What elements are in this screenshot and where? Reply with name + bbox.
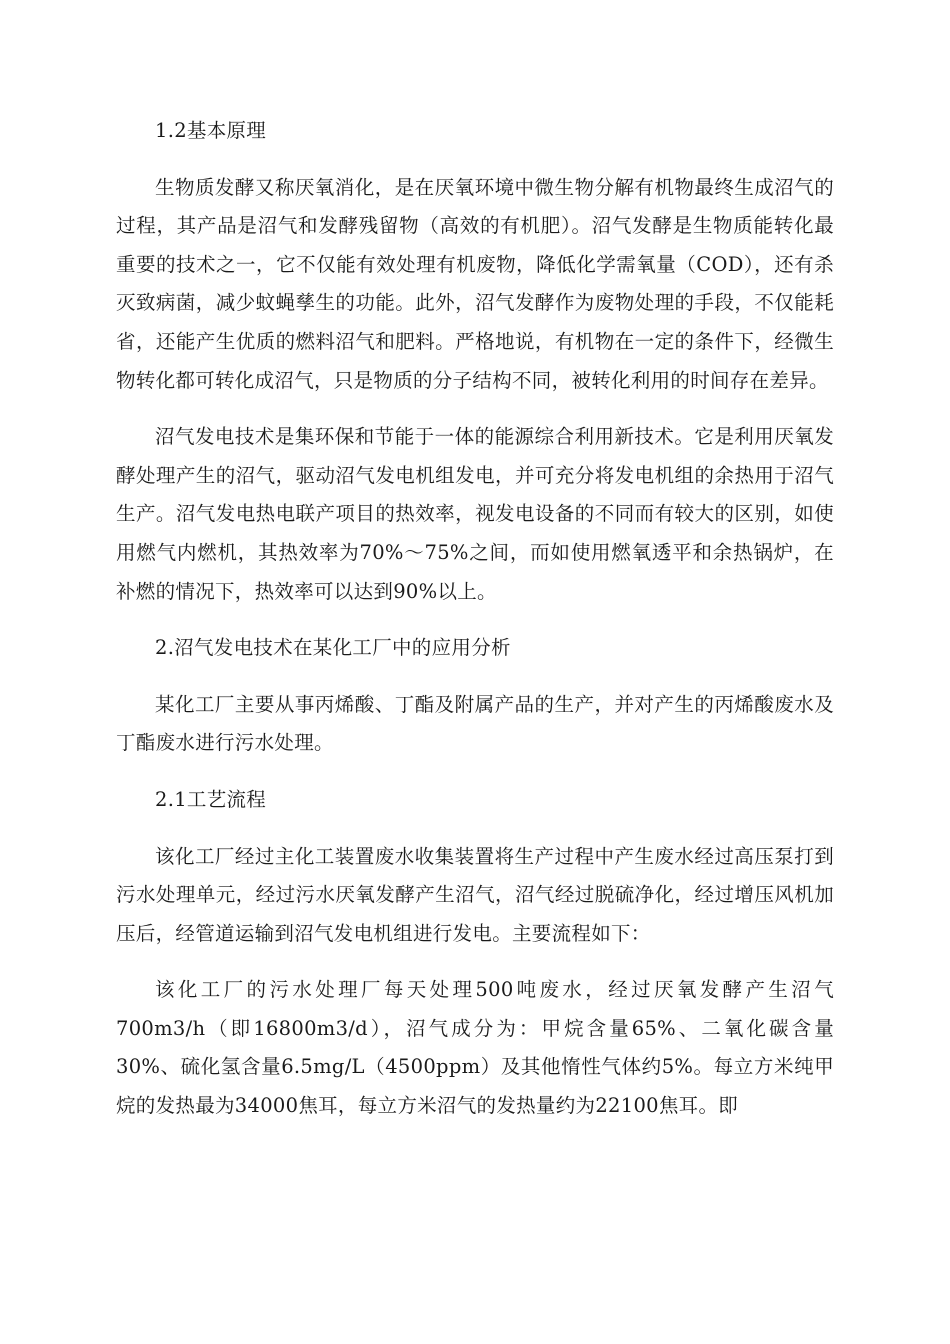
section-heading-2-1: 2.1工艺流程 [155, 787, 267, 811]
paragraph-biogas-power: 沼气发电技术是集环保和节能于一体的能源综合利用新技术。它是利用厌氧发酵处理产生的沼气，驱动沼气发电机组发电，并可充分将发电机组的余热用于沼气生产。沼气发电热电联产项目的热效率，视发电设备的不同而有较大的区别，如使用燃气内燃机，其热效率为70%～75%之间，而如使用燃氧透平和余热锅炉，在补燃的情况下，热效率可以达到90%以上。 [116, 425, 834, 603]
paragraph-principle: 生物质发酵又称厌氧消化，是在厌氧环境中微生物分解有机物最终生成沼气的过程，其产品是沼气和发酵残留物（高效的有机肥）。沼气发酵是生物质能转化最重要的技术之一，它不仅能有效处理有机废物，降低化学需氧量（COD），还有杀灭致病菌，减少蚊蝇孳生的功能。此外，沼气发酵作为废物处理的手段，不仅能耗省，还能产生优质的燃料沼气和肥料。严格地说，有机物在一定的条件下，经微生物转化都可转化成沼气，只是物质的分子结构不同，被转化利用的时间存在差异。 [116, 175, 834, 392]
section-heading-2: 2.沼气发电技术在某化工厂中的应用分析 [155, 636, 511, 660]
paragraph-factory: 某化工厂主要从事丙烯酸、丁酯及附属产品的生产，并对产生的丙烯酸废水及丁酯废水进行污水处理。 [116, 692, 834, 755]
document-body [116, 112, 834, 1144]
paragraph-capacity: 该化工厂的污水处理厂每天处理500吨废水，经过厌氧发酵产生沼气700m3/h（即16800m3/d），沼气成分为：甲烷含量65%、二氧化碳含量30%、硫化氢含量6.5mg/L（4500ppm）及其他惰性气体约5%。每立方米纯甲烷的发热最为34000焦耳，每立方米沼气的发热量约为22100焦耳。即 [116, 978, 834, 1118]
paragraph-process: 该化工厂经过主化工装置废水收集装置将生产过程中产生废水经过高压泵打到污水处理单元，经过污水厌氧发酵产生沼气，沼气经过脱硫净化，经过增压风机加压后，经管道运输到沼气发电机组进行发电。主要流程如下： [116, 844, 834, 945]
section-heading-1-2: 1.2基本原理 [155, 119, 267, 142]
